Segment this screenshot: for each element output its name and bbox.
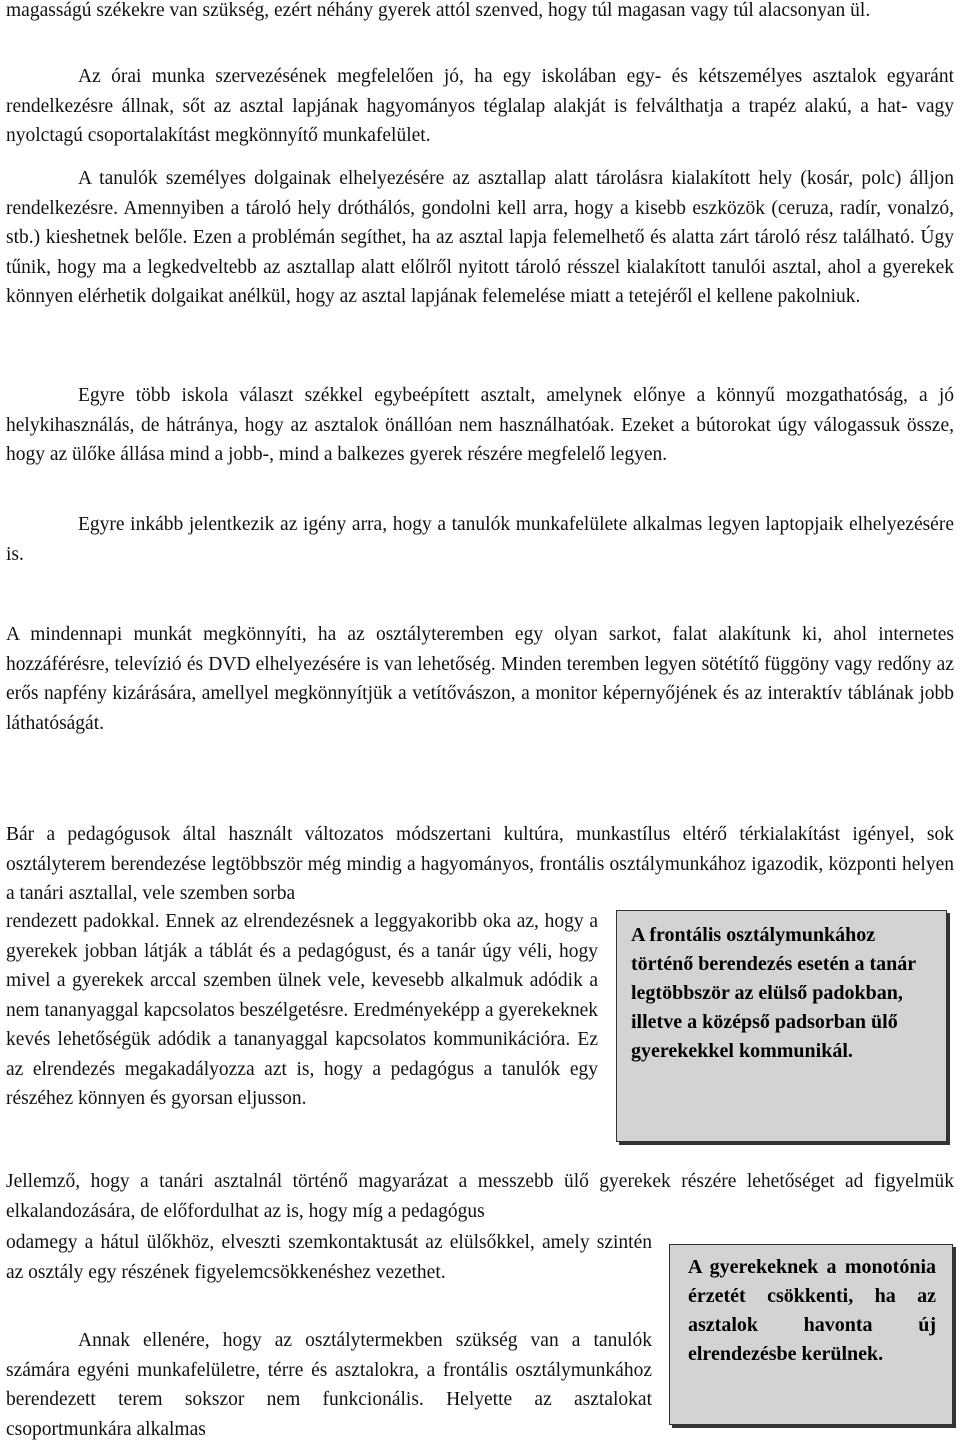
callout-text: A gyerekeknek a monotónia érzetét csökkenti, ha az asztalok havonta új elrendezésbe kerülnek. bbox=[688, 1256, 936, 1365]
paragraph-table-shapes: Az órai munka szervezésének megfelelően jó, ha egy iskolában egy- és kétszemélyes asztalok egyaránt rendelkezésre állnak, sőt az asztal lapjának hagyományos téglalap alakját is felválthatja a trapéz alakú, a hat- vagy nyolctagú csoportalakítást megkönnyítő munkafelület. bbox=[6, 66, 954, 146]
paragraph-teacher-explanation: Jellemző, hogy a tanári asztalnál történő magyarázat a messzebb ülő gyerekek részére lehetőséget ad figyelmük elkalandozására, de előfordulhat az is, hogy míg a pedagógus bbox=[6, 1171, 954, 1222]
callout-frontal-communication bbox=[616, 910, 947, 1142]
paragraph-laptop-surface: Egyre inkább jelentkezik az igény arra, hogy a tanulók munkafelülete alkalmas legyen laptopjaik elhelyezésére is. bbox=[6, 514, 954, 565]
paragraph-combined-desks: Egyre több iskola választ székkel egybeépített asztalt, amelynek előnye a könnyű mozgathatóság, a jó helykihasználás, de hátránya, hogy az asztalok önállóan nem használhatóak. Ezeket a bútorokat úgy válogassuk össze, hogy az ülőke állása mind a jobb-, mind a balkezes gyerek részére megfelelő legyen. bbox=[6, 385, 954, 465]
paragraph-personal-storage: A tanulók személyes dolgainak elhelyezésére az asztallap alatt tárolásra kialakított hely (kosár, polc) álljon rendelkezésre. Amennyiben a tároló hely dróthálós, gondolni kell arra, hogy a kisebb eszközök (ceruza, radír, vonalzó, stb.) kieshetnek belőle. Ezen a problémán segíthet, ha az asztal lapja felemelhető és alatta zárt tároló rész található. Úgy tűnik, hogy ma a legkedveltebb az asztallap alatt előlről nyitott tároló résszel kialakított tanulói asztal, ahol a gyerekek könnyen elérhetik dolgaikat anélkül, hogy az asztal lapjának felemelése miatt a tetejéről el kellene pakolniuk. bbox=[6, 168, 954, 307]
paragraph-eye-contact: odamegy a hátul ülőkhöz, elveszti szemkontaktusát az elülsőkkel, amely szintén az osztály egy részének figyelemcsökkenéshez vezethet. bbox=[6, 1232, 652, 1283]
callout-text: A frontális osztálymunkához történő berendezés esetén a tanár legtöbbször az elülső padokban, illetve a középső padsorban ülő gyerekekkel kommunikál. bbox=[631, 924, 916, 1062]
paragraph-media-corner: A mindennapi munkát megkönnyíti, ha az osztályteremben egy olyan sarkot, falat alakítunk ki, ahol internetes hozzáférésre, televízió és DVD elhelyezésére is van lehetőség. Minden teremben legyen sötétítő függöny vagy redőny az erős napfény kizárására, amellyel megkönnyítjük a vetítővászon, a monitor képernyőjének és az interaktív táblának jobb láthatóságát. bbox=[6, 624, 954, 734]
callout-monthly-rearrangement bbox=[669, 1244, 953, 1425]
paragraph-frontal-layout: Bár a pedagógusok által használt változatos módszertani kultúra, munkastílus eltérő térkialakítást igényel, sok osztályterem berendezése legtöbbször még mindig a hagyományos, frontális osztálymunkához igazodik, központi helyen a tanári asztallal, vele szemben sorba bbox=[6, 824, 954, 904]
paragraph-group-work: Annak ellenére, hogy az osztálytermekben szükség van a tanulók számára egyéni munkafelületre, térre és asztalokra, a frontális osztálymunkához berendezett terem sokszor nem funkcionális. Helyette az asztalokat csoportmunkára alkalmas bbox=[6, 1330, 652, 1440]
paragraph-chair-height: magasságú székekre van szükség, ezért néhány gyerek attól szenved, hogy túl magasan vagy túl alacsonyan ül. bbox=[6, 0, 871, 21]
paragraph-frontal-reasons: rendezett padokkal. Ennek az elrendezésnek a leggyakoribb oka az, hogy a gyerekek jobban látják a táblát és a pedagógust, és a tanár úgy véli, hogy mivel a gyerekek arccal szemben ülnek vele, kevesebb alkalmuk adódik a nem tananyaggal kapcsolatos beszélgetésre. Eredményeképp a gyerekeknek kevés lehetőségük adódik a tananyaggal kapcsolatos kommunikációra. Ez az elrendezés megakadályozza azt is, hogy a pedagógus a tanulók egy részéhez könnyen és gyorsan eljusson. bbox=[6, 911, 598, 1109]
